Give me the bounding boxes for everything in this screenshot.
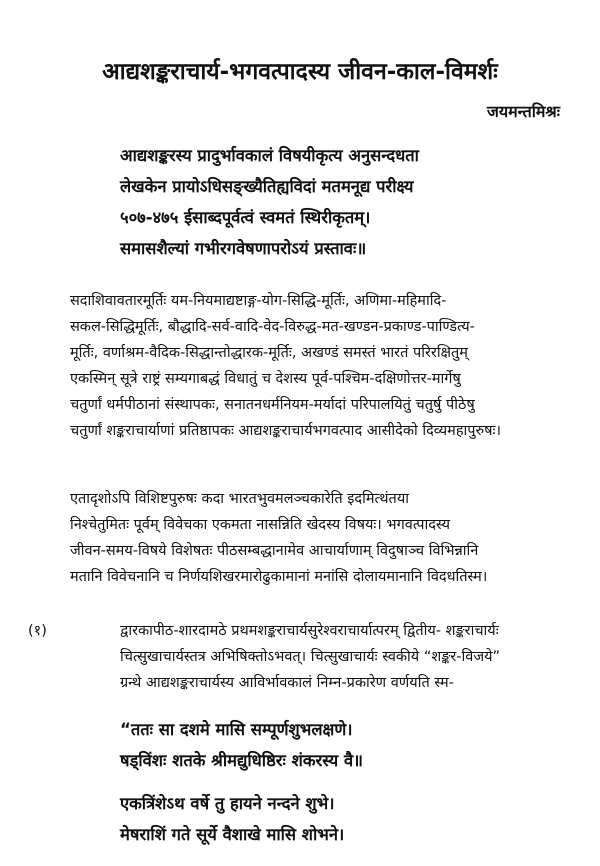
author-name: जयमन्तमिश्रः (486, 102, 560, 121)
text-line: चित्सुखाचार्यस्तत्र अभिषिक्तोऽभवत्। चित्सुखाचार्यः स्वकीये “शङ्कर-विजये” (120, 649, 501, 665)
abstract (120, 140, 560, 264)
footnote-marker: (१) (28, 623, 47, 639)
abstract-line: ५०७-४७५ ईसाब्दपूर्वत्वं स्वमतं स्थिरीकृतम्। (120, 208, 371, 227)
verse-line: मेषराशिं गते सूर्ये वैशाखे मासि शोभने। (120, 825, 345, 844)
text-line: मूर्तिः, वर्णाश्रम-वैदिक-सिद्धान्तोद्धारक-मूर्तिः, अखण्डं समस्तं भारतं परिरक्षितुम् (70, 345, 468, 361)
text-line: जीवन-समय-विषये विशेषतः पीठसम्बद्धानामेव आचार्याणाम् विदुषाञ्च विभिन्नानि (70, 543, 479, 559)
paragraph-1 (70, 288, 590, 444)
abstract-line: आद्यशङ्करस्य प्रादुर्भावकालं विषयीकृत्य अनुसन्दधता (120, 146, 419, 165)
text-line: सदाशिवावतारमूर्तिः यम-नियमाद्यष्टाङ्ग-योग-सिद्धि-मूर्तिः, अणिमा-महिमादि- (70, 293, 447, 309)
text-line: निश्चेतुमितः पूर्वम् विवेचका एकमता नासन्निति खेदस्य विषयः। भगवत्पादस्य (70, 517, 451, 533)
text-line: द्वारकापीठ-शारदामठे प्रथमशङ्कराचार्यसुरेश्वराचार्यात्परम् द्वितीय- शङ्कराचार्यः (120, 623, 499, 639)
paragraph-2 (70, 486, 590, 590)
verse-block-2 (120, 788, 570, 850)
text-line: सकल-सिद्धिमूर्तिः, बौद्धादि-सर्व-वादि-वेद-विरुद्ध-मत-खण्डन-प्रकाण्ड-पाण्डित्य- (70, 319, 475, 335)
text-line: मतानि विवेचनानि च निर्णयशिखरमारोढुकामानां मनांसि दोलायमानानि विदधतिस्म। (70, 569, 488, 585)
text-line: चतुर्णां शङ्कराचार्याणां प्रतिष्ठापकः आद्यशङ्कराचार्यभगवत्पाद आसीदेको दिव्यमहापुरुषः। (70, 423, 501, 439)
text-line: चतुर्णां धर्मपीठानां संस्थापकः, सनातनधर्मनियम-मर्यादां परिपालयितुं चतुर्षु पीठेषु (70, 397, 475, 413)
paragraph-3 (120, 618, 590, 696)
verse-line: एकत्रिंशेऽथ वर्षे तु हायने नन्दने शुभे। (120, 794, 335, 813)
abstract-line: लेखकेन प्रायोऽधिसङ्ख्यैतिह्यविदां मतमनूद्य परीक्ष्य (120, 177, 414, 196)
abstract-line: समासशैल्यां गभीरगवेषणापरोऽयं प्रस्तावः॥ (120, 239, 367, 258)
text-line: एतादृशोऽपि विशिष्टपुरुषः कदा भारतभुवमलञ्चकारेति इदमित्थंतया (70, 491, 409, 507)
article-title: आद्यशङ्कराचार्य-भगवत्पादस्य जीवन-काल-विमर्शः (102, 59, 498, 85)
verse-line: “ततः सा दशमे मासि सम्पूर्णशुभलक्षणे। (120, 720, 353, 739)
verse-block-1 (120, 714, 570, 776)
verse-line: षड्विंशः शतके श्रीमद्युधिष्ठिरः शंकरस्य वै॥ (120, 751, 364, 770)
text-line: ग्रन्थे आद्यशङ्कराचार्यस्य आविर्भावकालं निम्न-प्रकारेण वर्णयति स्म- (120, 675, 454, 691)
text-line: एकस्मिन् सूत्रे राष्ट्रं सम्यगाबद्धं विधातुं च देशस्य पूर्व-पश्चिम-दक्षिणोत्तर-मार्गेषु (70, 371, 461, 387)
